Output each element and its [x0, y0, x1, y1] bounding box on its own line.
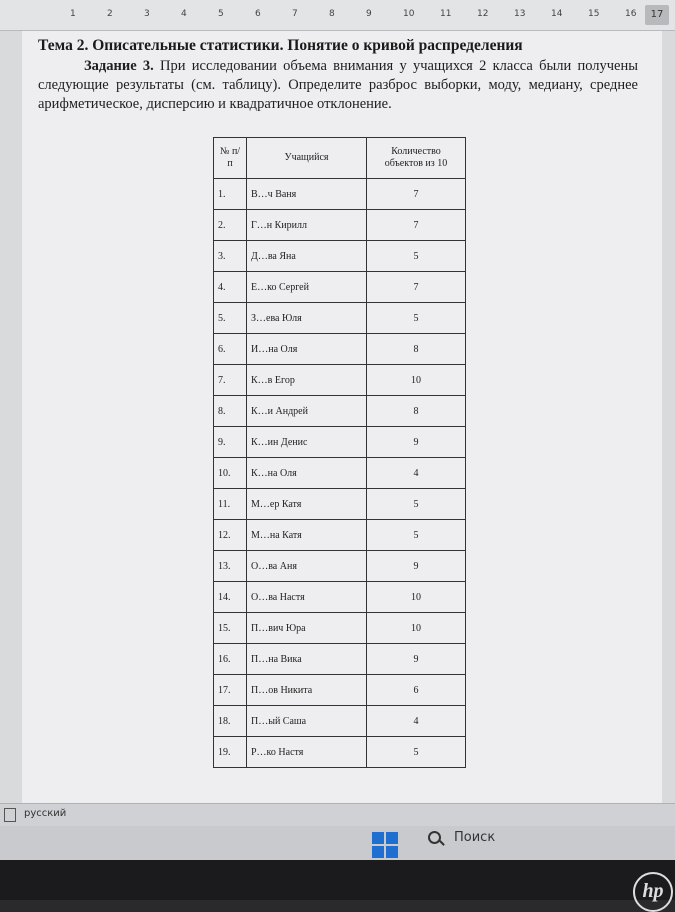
table-row	[214, 241, 466, 272]
ruler-number: 4	[181, 9, 187, 19]
student-name: К…ин Денис	[247, 427, 367, 458]
object-count: 6	[367, 675, 466, 706]
row-number: 10.	[214, 458, 247, 489]
object-count: 7	[367, 210, 466, 241]
table-row	[214, 458, 466, 489]
object-count: 9	[367, 551, 466, 582]
object-count: 9	[367, 644, 466, 675]
student-name: О…ва Аня	[247, 551, 367, 582]
table-body	[214, 179, 466, 768]
table-row	[214, 396, 466, 427]
row-number: 8.	[214, 396, 247, 427]
ruler-end-badge: 17	[645, 5, 669, 25]
table-row	[214, 179, 466, 210]
row-number: 12.	[214, 520, 247, 551]
header-number: № п/п	[214, 138, 247, 179]
task-text: При исследовании объема внимания у учащихся 2 класса были получены следующие результаты (см. таблицу). Определите разброс выборки, моду, медиану, среднее арифметическое, дисперсию и квадратичное отклонение.	[38, 58, 638, 112]
ruler-number: 13	[514, 9, 526, 19]
object-count: 7	[367, 179, 466, 210]
object-count: 8	[367, 334, 466, 365]
object-count: 5	[367, 737, 466, 768]
student-name: К…на Оля	[247, 458, 367, 489]
student-name: Е…ко Сергей	[247, 272, 367, 303]
table-row	[214, 551, 466, 582]
table-row	[214, 582, 466, 613]
table-row	[214, 334, 466, 365]
student-name: П…ый Саша	[247, 706, 367, 737]
search-icon[interactable]	[428, 831, 441, 844]
row-number: 13.	[214, 551, 247, 582]
ruler-number: 5	[218, 9, 224, 19]
table-row	[214, 737, 466, 768]
table-row	[214, 489, 466, 520]
object-count: 10	[367, 613, 466, 644]
ruler-number: 12	[477, 9, 489, 19]
header-count: Количество объектов из 10	[367, 138, 466, 179]
student-name: М…на Катя	[247, 520, 367, 551]
row-number: 7.	[214, 365, 247, 396]
student-name: К…в Егор	[247, 365, 367, 396]
task-paragraph	[38, 57, 638, 114]
table-row	[214, 613, 466, 644]
object-count: 4	[367, 458, 466, 489]
object-count: 5	[367, 241, 466, 272]
ruler-number: 16	[625, 9, 637, 19]
table-row	[214, 365, 466, 396]
table-row	[214, 427, 466, 458]
hp-logo: hp	[633, 872, 673, 912]
student-name: К…и Андрей	[247, 396, 367, 427]
row-number: 6.	[214, 334, 247, 365]
row-number: 1.	[214, 179, 247, 210]
language-indicator[interactable]: русский	[24, 808, 67, 819]
student-name: О…ва Настя	[247, 582, 367, 613]
horizontal-ruler[interactable]	[0, 0, 675, 31]
object-count: 10	[367, 365, 466, 396]
row-number: 5.	[214, 303, 247, 334]
table-header-row	[214, 138, 466, 179]
object-count: 10	[367, 582, 466, 613]
table-row	[214, 272, 466, 303]
row-number: 9.	[214, 427, 247, 458]
status-bar	[0, 803, 675, 826]
ruler-number: 1	[70, 9, 76, 19]
table-row	[214, 706, 466, 737]
row-number: 11.	[214, 489, 247, 520]
ruler-number: 10	[403, 9, 415, 19]
row-number: 4.	[214, 272, 247, 303]
student-name: Д…ва Яна	[247, 241, 367, 272]
ruler-numbers	[0, 9, 675, 27]
taskbar-search[interactable]: Поиск	[454, 830, 496, 845]
object-count: 7	[367, 272, 466, 303]
row-number: 17.	[214, 675, 247, 706]
ruler-number: 6	[255, 9, 261, 19]
ruler-number: 9	[366, 9, 372, 19]
row-number: 2.	[214, 210, 247, 241]
ruler-number: 11	[440, 9, 452, 19]
document-status-icon[interactable]	[4, 808, 16, 822]
taskbar	[0, 826, 675, 860]
student-name: П…ов Никита	[247, 675, 367, 706]
document-heading: Тема 2. Описательные статистики. Понятие о кривой распределения	[38, 37, 523, 54]
table-row	[214, 675, 466, 706]
object-count: 4	[367, 706, 466, 737]
object-count: 9	[367, 427, 466, 458]
row-number: 14.	[214, 582, 247, 613]
student-name: М…ер Катя	[247, 489, 367, 520]
header-student: Учащийся	[247, 138, 367, 179]
table-row	[214, 210, 466, 241]
ruler-number: 15	[588, 9, 600, 19]
object-count: 8	[367, 396, 466, 427]
ruler-number: 3	[144, 9, 150, 19]
ruler-number: 8	[329, 9, 335, 19]
student-name: З…ева Юля	[247, 303, 367, 334]
ruler-number: 14	[551, 9, 563, 19]
student-name: П…вич Юра	[247, 613, 367, 644]
object-count: 5	[367, 303, 466, 334]
student-name: Г…н Кирилл	[247, 210, 367, 241]
row-number: 15.	[214, 613, 247, 644]
student-name: Р…ко Настя	[247, 737, 367, 768]
laptop-bezel	[0, 860, 675, 900]
row-number: 16.	[214, 644, 247, 675]
object-count: 5	[367, 489, 466, 520]
row-number: 3.	[214, 241, 247, 272]
ruler-number: 2	[107, 9, 113, 19]
table-row	[214, 520, 466, 551]
student-name: П…на Вика	[247, 644, 367, 675]
results-table	[213, 137, 466, 768]
task-label: Задание 3.	[84, 58, 154, 74]
row-number: 19.	[214, 737, 247, 768]
table-row	[214, 644, 466, 675]
table-row	[214, 303, 466, 334]
student-name: В…ч Ваня	[247, 179, 367, 210]
row-number: 18.	[214, 706, 247, 737]
student-name: И…на Оля	[247, 334, 367, 365]
windows-start-icon[interactable]	[372, 832, 398, 858]
object-count: 5	[367, 520, 466, 551]
ruler-number: 7	[292, 9, 298, 19]
